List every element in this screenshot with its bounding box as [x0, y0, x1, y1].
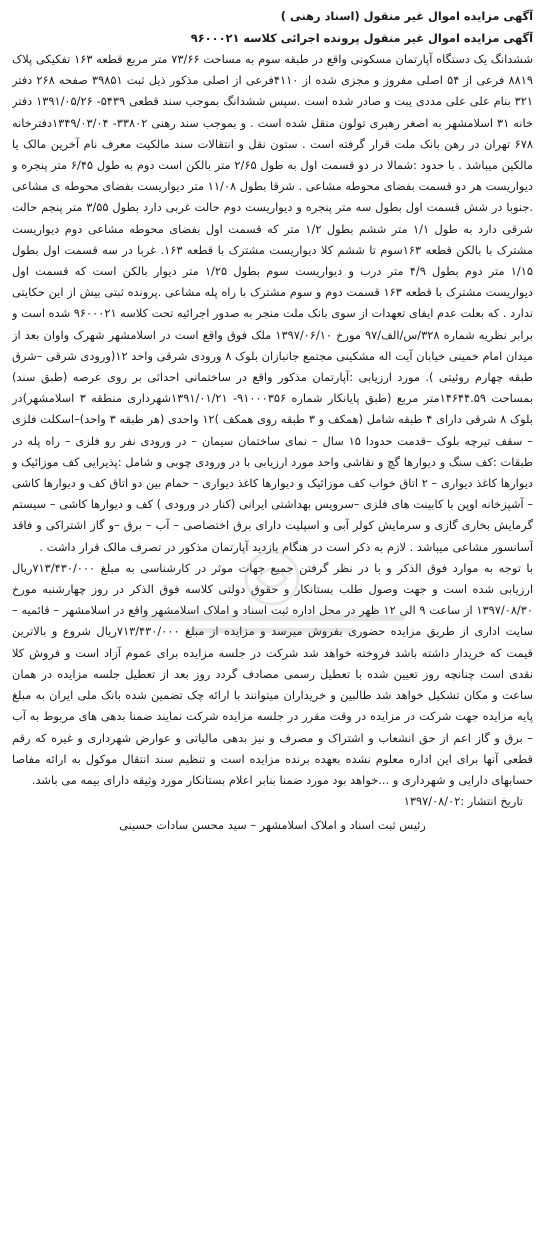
notice-title-2: آگهی مزایده اموال غیر منقول پرونده اجرائی کلاسه ۹۶۰۰۰۲۱ [190, 30, 533, 45]
auction-notice [12, 6, 533, 1241]
auction-terms-paragraph: با توجه به موارد فوق الذکر و با در نظر گرفتن جمیع جهات موثر در کارشناسی به مبلغ ۷۱۳/۴۳۰/۰۰۰ریال ارزیابی شده است و جهت وصول طلب بستانکار و حقوق دولتی کلاسه فوق الذکر در روز چهارشنبه مورخ ۱۳۹۷/۰۸/۳۰ از ساعت ۹ الی ۱۲ ظهر در محل اداره ثبت اسناد و املاک اسلامشهر واقع در اسلامشهر – قائمیه – سایت اداری از طریق مزایده حضوری بفروش میرسد و مزایده از مبلغ ۷۱۳/۴۳۰/۰۰۰ریال شروع و بالاترین قیمت که خریدار داشته باشد فروخته خواهد شد شرکت در جلسه مزایده برای عموم آزاد است و فروش کلا نقدی است چنانچه روز تعیین شده با تعطیل رسمی مصادف گردد روز بعد از تعطیل جلسه مزایده در همان ساعت و مکان تشکیل خواهد شد طالبین و خریداران میتوانند با ارائه چک تضمین شده بانک ملی ایران به مبلغ پایه مزایده جهت شرکت در مزایده در وقت مقرر در جلسه مزایده شرکت نمایند ضمنا بدهی های مربوط به آب – برق و گاز اعم از حق انشعاب و اشتراک و مصرف و نیز بدهی مالیاتی و عوارض شهرداری و غیره که رقم قطعی آنها برای این اداره معلوم نشده بعهده برنده مزایده است و تنظیم سند انتقال موکول به ارائه مفاصا حسابهای دارایی و شهرداری و ...خواهد بود مورد ضمنا بنابر اعلام بستانکار مورد وثیقه دارای بیمه می باشد. [12, 560, 533, 787]
publish-date: تاریخ انتشار :۱۳۹۷/۰۸/۰۲ [403, 794, 523, 809]
notice-title-1: آگهی مزایده اموال غیر منقول (اسناد رهنی ) [280, 9, 533, 23]
signature-line: رئیس ثبت اسناد و املاک اسلامشهر – سید محسن سادات حسینی [119, 817, 426, 832]
property-description-paragraph: ششدانگ یک دستگاه آپارتمان مسکونی واقع در طبقه سوم به مساحت ۷۳/۶۶ متر مربع قطعه ۱۶۳ تفکیکی پلاک ۸۸۱۹ فرعی از ۵۴ اصلی مفروز و مجزی شده از ۴۱۱۰فرعی از اصلی مذکور ذیل ثبت ۳۹۸۵۱ صفحه ۲۶۸ دفتر ۳۲۱ بنام علی علی مددی یبت و صادر شده است .سپس ششدانگ بموجب سند قطعی ۵۴۳۹- ۱۳۹۱/۰۵/۲۶ دفتر خانه ۳۱ اسلامشهر به اصغر رهبری تولون منقل شده است . و بموجب سند رهنی ۳۳۸۰۲- ۱۳۴۹/۰۳/۰۴دفترخانه ۶۷۸ تهران در رهن بانک ملت قرار گرفته است . ستون نقل و انتقالات سند مالکیت معرف نام آخرین مالک یا مالکین میباشد . با حدود :شمالا در دو قسمت اول به طول ۲/۶۵ متر بالکن است دوم به طول ۶/۴۵ متر پنجره و دیواریست هر دو قسمت بفضای محوطه مشاعی . شرقا بطول ۱۱/۰۸ متر دیواریست بفضای محوطه ی مشاعی .جنوبا در شش قسمت اول بطول سه متر پنجره و دیواریست دوم حالت غربی دارد بطول ۳/۵۵ متر پنجم حالت شرقی دارد به طول ۱/۱ متر ششم بطول ۱/۲ متر که قسمت اول بفضای محوطه مشاعی دوم دیواریست مشترک با بالکن قطعه ۱۶۳سوم تا ششم کلا دیواریست مشترک با قطعه ۱۶۳. غربا در سه قسمت اول بطول ۱/۱۵ متر دوم بطول ۴/۹ متر درب و دیواریست سوم بطول ۱/۲۵ متر دیوار بالکن است که قسمت اول دیواریست مشترک با قطعه ۱۶۳ قسمت دوم و سوم مشترک با راه پله مشاعی .پرونده ثبتی بیش از این حکایتی ندارد . که بعلت عدم ایفای تعهدات از سوی بانک ملت منجر به صدور اجرائیه تحت کلاسه ۹۶۰۰۰۲۱ شده است و برابر نظریه شماره ۳۲۸/س/الف/۹۷ مورخ ۱۳۹۷/۰۶/۱۰ ملک فوق واقع است در اسلامشهر شهرک واوان بعد از میدان امام خمینی خیابان آیت اله مشکینی مجتمع جانبازان بلوک ۸ ورودی شرقی واحد ۱۲(ورودی شرقی –شرق طبقه چهارم روئیتی ). مورد ارزیابی :آپارتمان مذکور واقع در ساختمانی احداثی بر روی عرصه (طبق سند) بمساحت ۱۴۶۴۴.۵۹متر مربع (طبق پایانکار شماره ۹۱۰۰۰۳۵۶- ۱۳۹۱/۰۱/۲۱شهرداری منطقه ۳ اسلامشهر)در بلوک ۸ شرقی دارای ۴ طبقه شامل (همکف و ۳ طبقه روی همکف )۱۲ واحدی (هر طبقه ۳ واحد)–اسکلت فلزی – سقف تیرچه بلوک –قدمت حدودا ۱۵ سال – نمای ساختمان سیمان – در ورودی نفر رو فلزی – راه پله در طبقات :کف سنگ و دیوارها گچ و نقاشی واحد مورد ارزیابی با در ورودی چوبی و شامل :پذیرایی کف موزائیک و دیوارها کاغذ دیواری – ۲ اتاق خواب کف موزائیک و دیوارها کاغذ دیواری – حمام بین دو اتاق کف و دیوارها کاشی – آشپزخانه اوپن با کابینت های فلزی –سرویس بهداشتی ایرانی (کنار در ورودی ) کف و دیوارها کاشی – سیستم گرمایش بخاری گازی و سرمایش کولر آبی و اسپلیت دارای برق اختصاصی – آب – برق –و گاز اشتراکی و فاقد آسانسور مشاعی میباشد . لازم به ذکر است در هنگام بازدید آپارتمان مذکور در تصرف مالک قرار داشت . [12, 52, 533, 554]
